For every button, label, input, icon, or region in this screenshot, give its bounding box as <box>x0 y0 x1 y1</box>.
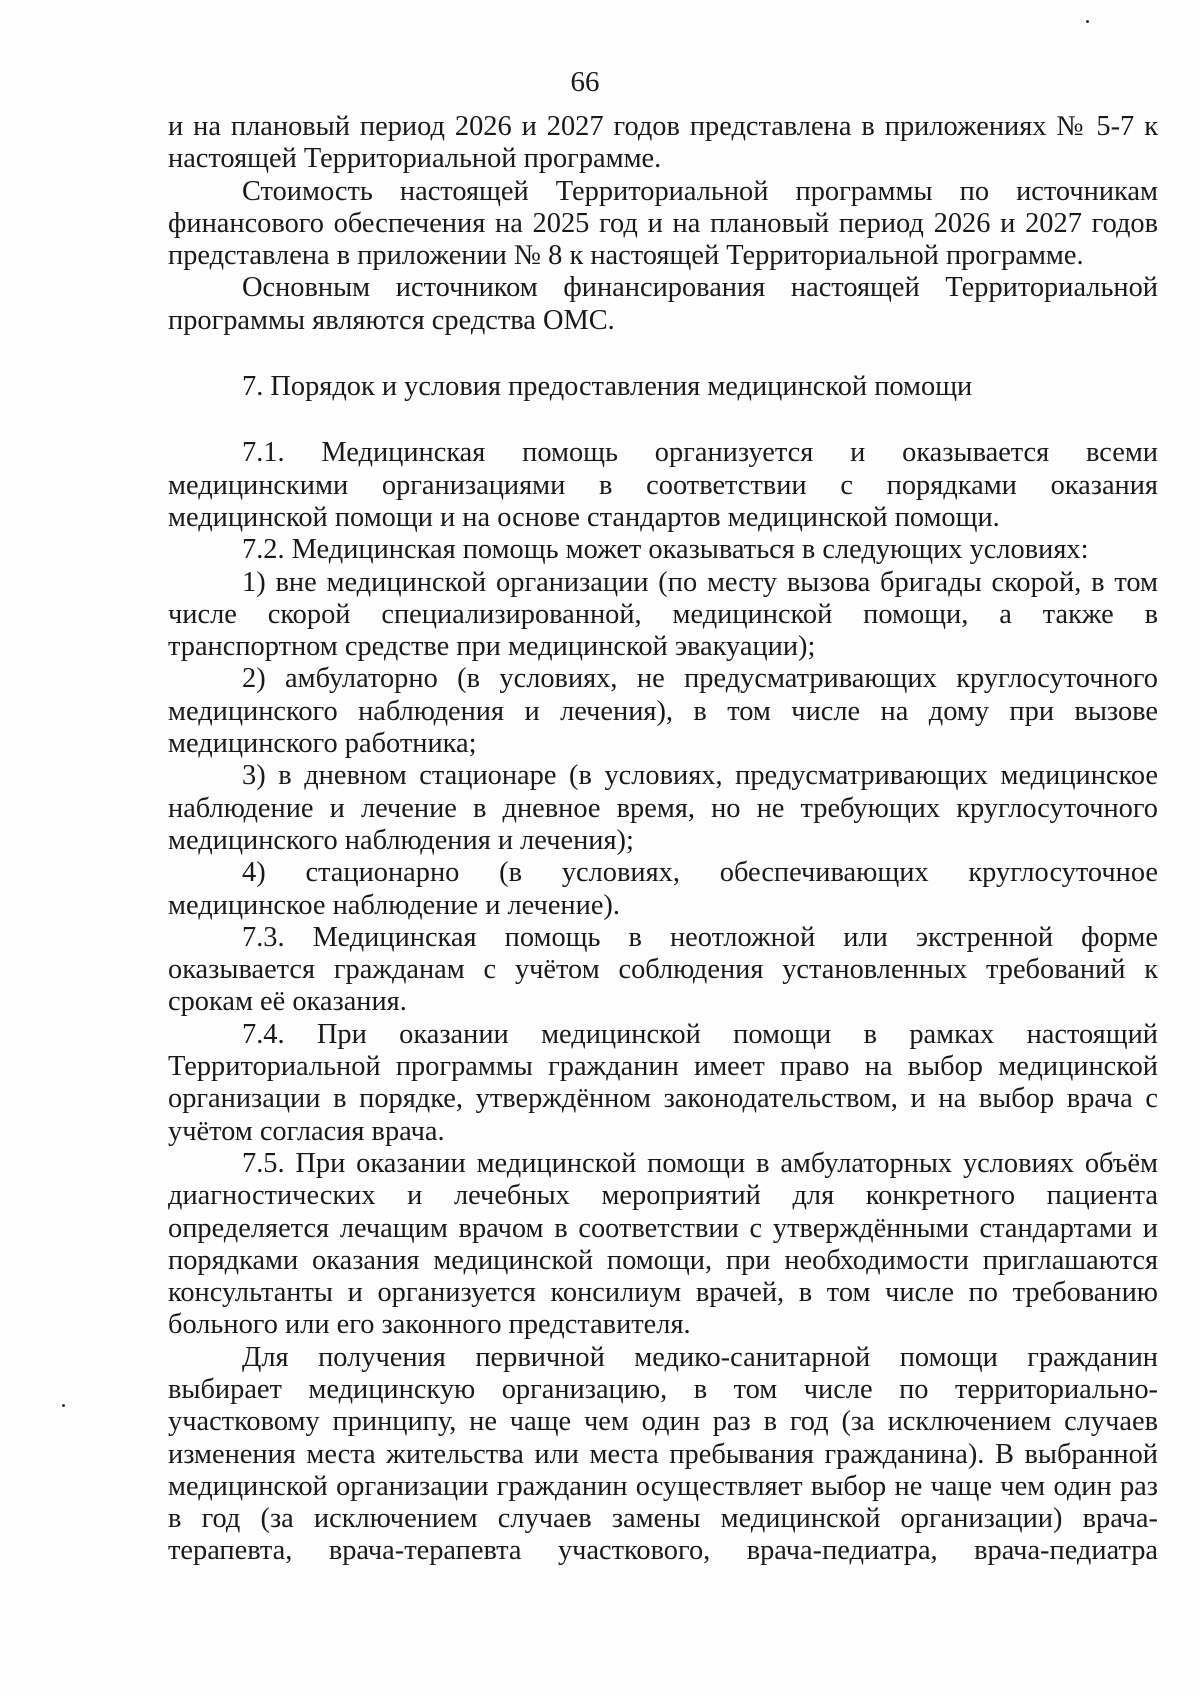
paragraph-7-4: 7.4. При оказании медицинской помощи в рамках настоящий Территориальной программы гражданин имеет право на выбор медицинской организации в порядке, утверждённом законодательством, и на выбор врача с учётом согласия врача. <box>168 1018 1158 1147</box>
section-heading: 7. Порядок и условия предоставления медицинской помощи <box>242 371 973 403</box>
paragraph-7-1: 7.1. Медицинская помощь организуется и оказывается всеми медицинскими организациями в соответствии с порядками оказания медицинской помощи и на основе стандартов медицинской помощи. <box>168 437 1158 533</box>
paragraph-7-3: 7.3. Медицинская помощь в неотложной или экстренной форме оказывается гражданам с учётом соблюдения установленных требований к срокам её оказания. <box>168 921 1158 1018</box>
paragraph-program-cost: Стоимость настоящей Территориальной программы по источникам финансового обеспечения на 2025 год и на плановый период 2026 и 2027 годов представлена в приложении № 8 к настоящей Территориальной программе. <box>168 175 1158 272</box>
list-item-4: 4) стационарно (в условиях, обеспечивающих круглосуточное медицинское наблюдение и лечение). <box>168 857 1158 921</box>
page-number: 66 <box>570 66 600 98</box>
list-item-3: 3) в дневном стационаре (в условиях, предусматривающих медицинское наблюдение и лечение в дневное время, но не требующих круглосуточного медицинского наблюдения и лечения); <box>168 760 1158 856</box>
list-item-1: 1) вне медицинской организации (по месту вызова бригады скорой, в том числе скорой специализированной, медицинской помощи, а также в транспортном средстве при медицинской эвакуации); <box>168 566 1158 663</box>
paragraph-7-5: 7.5. При оказании медицинской помощи в амбулаторных условиях объём диагностических и лечебных мероприятий для конкретного пациента определяется лечащим врачом в соответствии с утверждёнными стандартами и порядками оказания медицинской помощи, при необходимости приглашаются консультанты и организуется консилиум врачей, в том числе по требованию больного или его законного представителя. <box>168 1147 1158 1341</box>
scan-speck <box>62 1404 65 1407</box>
paragraph-primary-care: Для получения первичной медико-санитарной помощи гражданин выбирает медицинскую организацию, в том числе по территориально-участковому принципу, не чаще чем один раз в год (за исключением случаев изменения места жительства или места пребывания гражданина). В выбранной медицинской организации гражданин осуществляет выбор не чаще чем один раз в год (за исключением случаев замены медицинской организации) врача-терапевта, врача-терапевта участкового, врача-педиатра, врача-педиатра <box>168 1341 1158 1567</box>
scan-speck <box>1086 20 1089 23</box>
paragraph-main-source: Основным источником финансирования настоящей Территориальной программы являются средства ОМС. <box>168 272 1158 336</box>
list-item-2: 2) амбулаторно (в условиях, не предусматривающих круглосуточного медицинского наблюдения и лечения), в том числе на дому при вызове медицинского работника; <box>168 663 1158 760</box>
paragraph-continuation: и на плановый период 2026 и 2027 годов представлена в приложениях № 5-7 к настоящей Территориальной программе. <box>168 111 1158 175</box>
document-body <box>168 111 1158 1568</box>
paragraph-7-2: 7.2. Медицинская помощь может оказываться в следующих условиях: <box>242 534 1089 566</box>
